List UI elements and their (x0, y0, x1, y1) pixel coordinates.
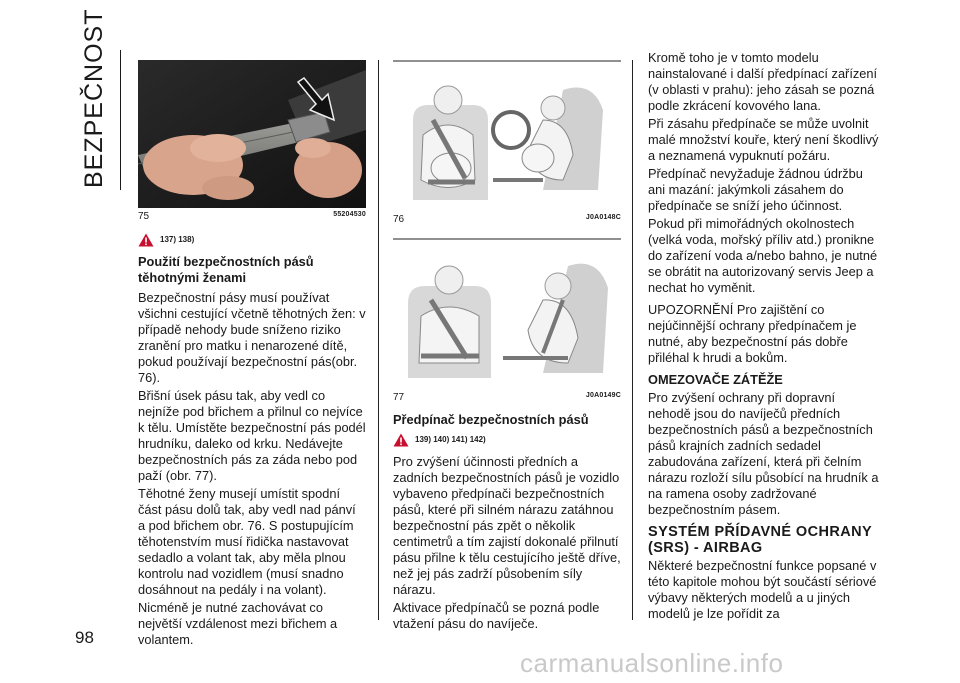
page-number: 98 (75, 628, 94, 647)
watermark: carmanualsonline.info (520, 648, 784, 678)
warning-triangle-icon (393, 433, 409, 447)
paragraph: Při zásahu předpínače se může uvolnit malé množství kouře, který není škodlivý a neznamená vypuknutí požáru. (648, 116, 879, 163)
figure-76-illustration (393, 60, 621, 210)
paragraph-warning: UPOZORNĚNÍ Pro zajištění co nejúčinnější ochrany předpínačem je nutné, aby bezpečnostní pás dobře přiléhal k hrudi a bokům. (648, 302, 857, 365)
paragraph: Pokud při mimořádných okolnostech (velká voda, mořský příliv atd.) pronikne do zařízení voda a/nebo bahno, je nutné se obrátit na autorizovaný servis Jeep a nechat ho vyměnit. (648, 216, 878, 295)
paragraph: Aktivace předpínačů se pozná podle vtažení pásu do navíječe. (393, 600, 600, 631)
figure-76-code: J0A0148C (585, 214, 621, 221)
figure-76-number: 76 (393, 214, 405, 225)
paragraph: Nicméně je nutné zachovávat co největší vzdálenost mezi břichem a volantem. (138, 600, 338, 647)
paragraph: Předpínač nevyžaduje žádnou údržbu ani mazání: jakýmkoli zásahem do předpínače se sníží jeho účinnost. (648, 166, 863, 213)
section-title-rule (120, 50, 121, 190)
heading-pregnant: Použití bezpečnostních pásů těhotnými ženami (138, 254, 314, 285)
warning-refs-text: 139) 140) 141) 142) (415, 435, 486, 444)
heading-srs-airbag: SYSTÉM PŘÍDAVNÉ OCHRANY (SRS) - AIRBAG (648, 524, 872, 556)
figure-75-code: 55204530 (333, 211, 366, 218)
figure-77-number: 77 (393, 392, 405, 403)
paragraph: Břišní úsek pásu tak, aby vedl co nejníže pod břichem a přilnul co nejvíce k tělu. Umístěte bezpečnostní pás podél hrudníku, daleko od krku. Nedávejte bezpečnostních pás za záda nebo pod paží (obr. 77). (138, 388, 366, 483)
paragraph: Pro zvýšení účinnosti předních a zadních bezpečnostních pásů je vozidlo vybaveno předpínači bezpečnostních pásů, které při silném nárazu zatáhnou bezpečnostní pás zpět o několik centimetrů a tím zajistí dokonalé přilnutí pásu přilne k tělu cestujícího ještě dříve, než jej pás zadrží působením síly nárazu. (393, 454, 621, 597)
paragraph: Pro zvýšení ochrany při dopravní nehodě jsou do navíječů předních bezpečnostních pásů a bezpečnostních pásů krajních zadních sedadel zabudována zařízení, která při čelním nárazu rozloží sílu působící na hrudník a na ramena osoby zadržované bezpečnostním pásem. (648, 390, 879, 517)
column-1-text (138, 232, 366, 650)
column-divider-2 (632, 60, 633, 620)
figure-77-code: J0A0149C (585, 392, 621, 399)
paragraph: Kromě toho je v tomto modelu nainstalované i další předpínací zařízení (v oblasti v prahu): jeho zásah se pozná podle zkrácení kovového lana. (648, 50, 878, 113)
warning-refs-1 (138, 232, 366, 248)
figure-77-illustration (393, 238, 621, 386)
warning-refs-2 (393, 432, 621, 448)
paragraph: Některé bezpečnostní funkce popsané v této kapitole mohou být součástí sériové výbavy některých modelů a u jiných modelů je lze pořídit za (648, 558, 877, 621)
section-title: BEZPEČNOST (80, 8, 108, 188)
column-divider-1 (378, 60, 379, 620)
warning-triangle-icon (138, 233, 154, 247)
figure-75-number: 75 (138, 211, 150, 222)
heading-pretensioner: Předpínač bezpečnostních pásů (393, 412, 589, 427)
warning-refs-text: 137) 138) (160, 235, 195, 244)
heading-load-limiters: OMEZOVAČE ZÁTĚŽE (648, 372, 783, 387)
paragraph: Těhotné ženy musejí umístit spodní část pásu dolů tak, aby vedl nad pánví a pod břichem obr. 76. S postupujícím těhotenstvím musí řidička nastavovat sedadlo a volant tak, aby měla plnou kontrolu nad vozidlem (musí snadno dosáhnout na pedály i na volant). (138, 486, 356, 597)
column-2-text (393, 412, 621, 634)
column-3-text (648, 50, 880, 624)
figure-75-photo (138, 60, 366, 208)
paragraph: Bezpečnostní pásy musí používat všichni cestující včetně těhotných žen: v případě nehody bude sníženo riziko zranění pro matku i nenarozené dítě, pokud používají bezpečnostní pás(obr. 76). (138, 290, 366, 385)
